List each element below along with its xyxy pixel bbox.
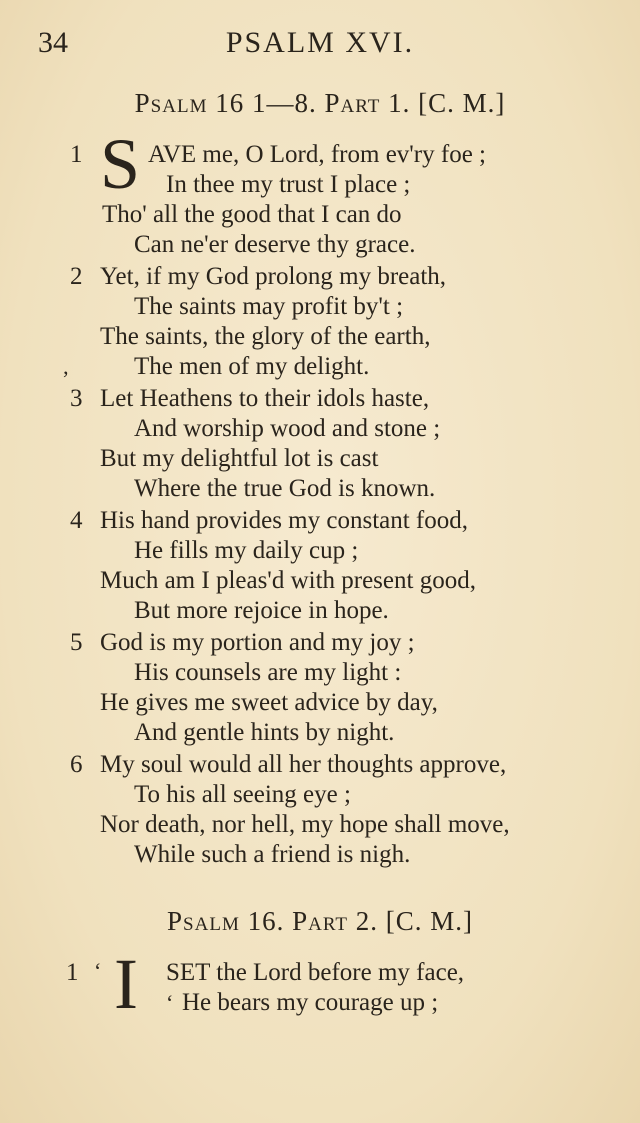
verse-line: Where the true God is known. bbox=[134, 475, 436, 502]
part2-title: Psalm 16. Part 2. [C. M.] bbox=[167, 906, 473, 936]
verse-line: And worship wood and stone ; bbox=[134, 415, 441, 442]
verse-line: He bears my courage up ; bbox=[182, 989, 439, 1016]
verse-line: But more rejoice in hope. bbox=[134, 597, 389, 624]
verse-line: The saints may profit by't ; bbox=[134, 293, 404, 320]
verse-number: 4 bbox=[70, 507, 83, 534]
verse-line: Can ne'er deserve thy grace. bbox=[134, 231, 416, 258]
quote-mark: ‘ bbox=[166, 990, 174, 1015]
verse-line: He fills my daily cup ; bbox=[134, 537, 359, 564]
verse-line: But my delightful lot is cast bbox=[100, 445, 379, 472]
drop-cap: I bbox=[114, 944, 138, 1024]
verse-line: Nor death, nor hell, my hope shall move, bbox=[100, 811, 510, 838]
verse-number: 1 bbox=[66, 959, 79, 986]
quote-mark: ‘ bbox=[94, 958, 102, 983]
verse-line: My soul would all her thoughts approve, bbox=[100, 751, 507, 778]
margin-mark: ‚ bbox=[62, 354, 70, 379]
verse-line: Much am I pleas'd with present good, bbox=[100, 567, 476, 594]
verse-line: While such a friend is nigh. bbox=[134, 841, 411, 868]
verse-number: 1 bbox=[70, 141, 83, 168]
verse-line: SET the Lord before my face, bbox=[166, 959, 465, 986]
psalm-heading: PSALM XVI. bbox=[225, 26, 415, 59]
verse-number: 3 bbox=[70, 385, 83, 412]
running-head bbox=[0, 26, 640, 66]
verse-line: And gentle hints by night. bbox=[134, 719, 395, 746]
verse-line: God is my portion and my joy ; bbox=[100, 629, 415, 656]
verse-line: He gives me sweet advice by day, bbox=[100, 689, 438, 716]
verse-line: AVE me, O Lord, from ev'ry foe ; bbox=[148, 141, 486, 168]
verse-number: 2 bbox=[70, 263, 83, 290]
verse-line: In thee my trust I place ; bbox=[166, 171, 411, 198]
page-number: 34 bbox=[38, 26, 68, 59]
verse-number: 5 bbox=[70, 629, 83, 656]
verse-line: His hand provides my constant food, bbox=[100, 507, 469, 534]
verse-line: The men of my delight. bbox=[134, 353, 370, 380]
verse-line: Tho' all the good that I can do bbox=[102, 201, 402, 228]
verse-line: To his all seeing eye ; bbox=[134, 781, 351, 808]
part1-title: Psalm 16 1—8. Part 1. [C. M.] bbox=[134, 88, 506, 118]
verse-line: The saints, the glory of the earth, bbox=[100, 323, 431, 350]
verse-line: Let Heathens to their idols haste, bbox=[100, 385, 430, 412]
drop-cap: S bbox=[100, 124, 141, 204]
verse-number: 6 bbox=[70, 751, 83, 778]
verse-line: His counsels are my light : bbox=[134, 659, 402, 686]
verse-line: Yet, if my God prolong my breath, bbox=[100, 263, 447, 290]
